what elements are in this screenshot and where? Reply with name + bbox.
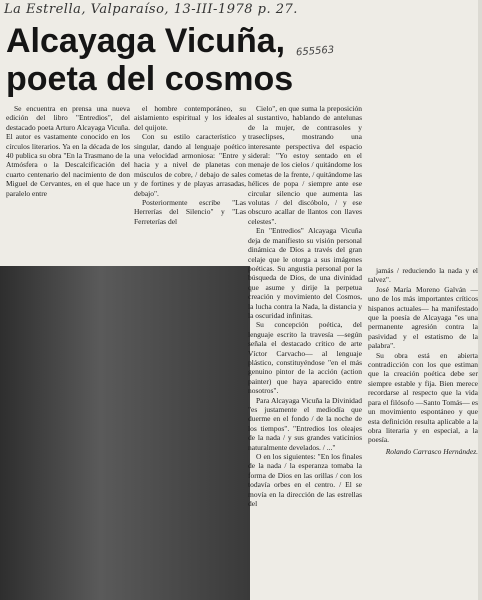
paragraph: Se encuentra en prensa una nueva edición del libro "Entredios", del destacado poeta Arturo Alcayaga Vicuña. El autor es vastamente conocido en los círculos literarios. Ya en la década de los 40 publica su obra "En la Trasmano de la Atmósfera o la Descalcificación del cuarto centenario del nacimiento de don Miguel de Cervantes, en el que hace un paralelo entre bbox=[6, 104, 130, 198]
paragraph: Su obra está en abierta contradicción con los que estiman que la creación poética debe ser siempre estable y fija. Bien merece recordarse al respecto que la vida para el filósofo —Santo Tomás— es un movimiento espontáneo y que esta definición resulta aplicable a la obra literaria y en especial, a la poesía. bbox=[368, 350, 478, 445]
paragraph: Para Alcayaga Vicuña la Divinidad "es justamente el mediodía que duerme en el fondo / de la noche de los tiempos". "Entredios los oleajes de la nada / y sus grandes vaticinios naturalmente develados. / ..." bbox=[248, 395, 362, 452]
handwritten-source-note: La Estrella, Valparaíso, 13-III-1978 p. 27. bbox=[4, 2, 298, 17]
article-headline bbox=[6, 22, 306, 98]
handwritten-annotation: 655563 bbox=[295, 44, 335, 59]
scan-edge bbox=[478, 0, 482, 600]
paragraph: Su concepción poética, del lenguaje escrito la travesía —según señala el destacado crítico de arte Víctor Carvacho— al lenguaje plástico, constituyéndose "en el más genuino pintor de la acción (action painter) que haya aparecido entre nosotros". bbox=[248, 320, 362, 396]
author-signature: Rolando Carrasco Hernández. bbox=[385, 446, 478, 456]
article-column-4 bbox=[368, 266, 478, 476]
headline-line-2: poeta del cosmos bbox=[6, 60, 294, 98]
article-column-3 bbox=[248, 104, 362, 598]
headline-line-1: Alcayaga Vicuña, bbox=[6, 22, 286, 60]
paragraph: O en los siguientes: "En los finales de la nada / la esperanza tomaba la forma de Dios en las orillas / con los todavía orbes en el centro. / El se movía en la dirección de las estrellas del bbox=[248, 452, 362, 509]
paragraph: En "Entredios" Alcayaga Vicuña deja de manifiesto su visión personal dinámica de Dios a través del gran celaje que le otorga a sus imágenes poéticas. Su angustia personal por la búsqueda de Dios, de una divinidad que asume y dirije la perpetua creación y movimiento del Cosmos, la lucha contra la Nada, la distancia y la oscuridad infinitas. bbox=[248, 226, 362, 320]
article-column-1 bbox=[6, 104, 130, 264]
paragraph: Cielo", en que suma la preposición al sustantivo, hablando de antelunas de la mujer, de contrasoles y traseclipses, mostrando una interesante perspectiva del espacio sideral: "Yo estoy sentado en el menaje de los cielos / quitándome los cometas de la frente, / quitándome las hélices de popa / siempre ante ese circular silencio que aumenta las volutas / del discóbolo, / y ese obscuro acallar de llantos con llaves celestes". bbox=[248, 104, 362, 226]
article-column-2 bbox=[134, 104, 246, 264]
scan-dark-margin bbox=[0, 266, 250, 600]
paragraph: Posteriormente escribe "Las Herrerías del Silencio" y "Las Ferreterías del bbox=[134, 198, 246, 226]
paragraph: Con su estilo característico y singular, dando al lenguaje poético una velocidad armoniosa: "Entre y hacia y a nivel de planetas con músculos de cobre, / debajo de sales y de fortines y de playas arrasadas, debajo". bbox=[134, 132, 246, 198]
paragraph: jamás / reduciendo la nada y el talvez". bbox=[368, 266, 478, 285]
paragraph: el hombre contemporáneo, su aislamiento espiritual y los ideales del quijote. bbox=[134, 104, 246, 132]
paragraph: José María Moreno Galván —uno de los más importantes críticos hispanos actuales— ha manifestado que la poesía de Alcayaga "es una permanente agresión contra la pasividad y el estatismo de la palabra". bbox=[368, 284, 478, 351]
